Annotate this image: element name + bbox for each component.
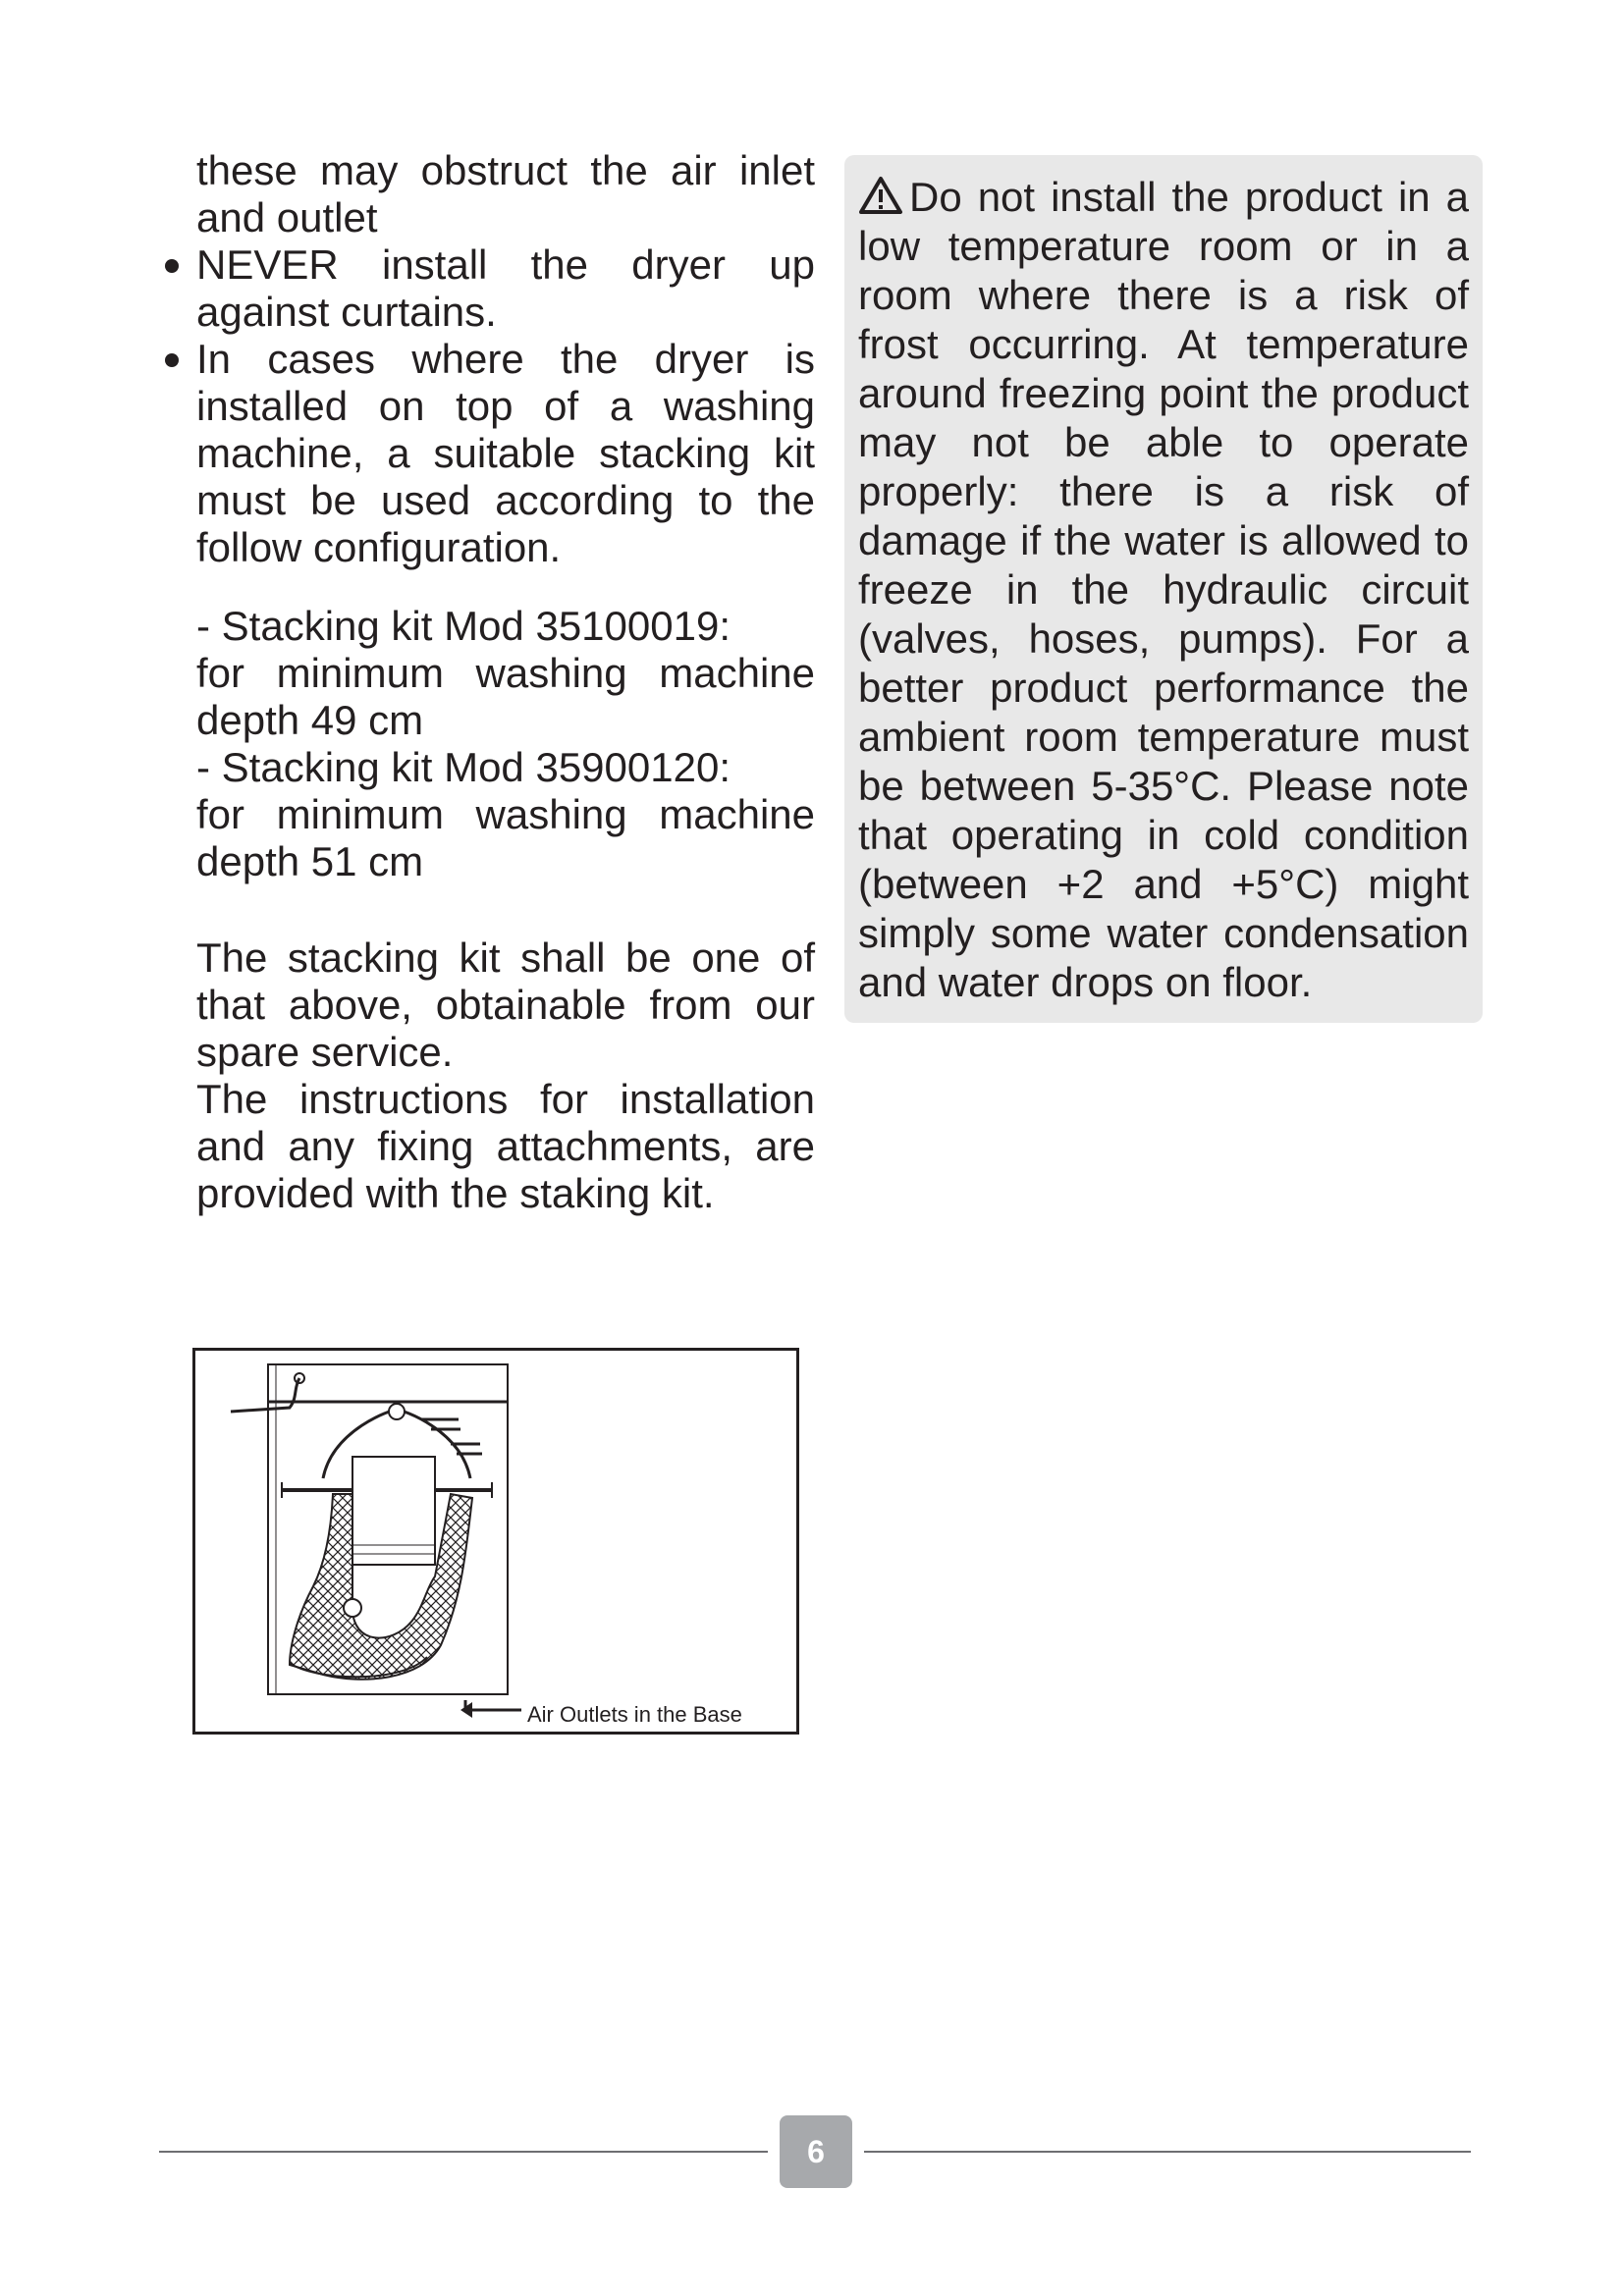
kit-1-model: - Stacking kit Mod 35100019:: [196, 603, 731, 649]
kit-1-requirement: for minimum washing machine depth 49 cm: [196, 650, 815, 743]
footer-rule-right: [864, 2151, 1471, 2153]
figure-caption: Air Outlets in the Base: [527, 1702, 742, 1727]
left-column: [196, 147, 815, 1217]
dryer-cross-section-diagram: [195, 1351, 796, 1732]
stacking-note: The stacking kit shall be one of that above, obtainable from our spare service.: [196, 934, 815, 1075]
warning-paragraph: [858, 173, 1469, 1007]
intro-text: these may obstruct the air inlet and outlet: [196, 147, 815, 240]
warning-text: Do not install the product in a low temperature room or in a room where there is a risk of frost occurring. At temperature around freezing point the product may not be able to operate properly: there is a risk of damage if the water is allowed to freeze in the hydraulic circuit (valves, hoses, pumps). For a better product performance the ambient room temperature must be between 5-35°C. Please note that operating in cold condition (between +2 and +5°C) might simply some water condensation and water drops on floor.: [858, 174, 1469, 1005]
instructions-note: The instructions for installation and any fixing attachments, are provided with the staking kit.: [196, 1076, 815, 1216]
bullet-stacking-kit: In cases where the dryer is installed on top of a washing machine, a suitable stacking kit must be used according to the follow configuration.: [196, 336, 815, 570]
bullet-never-curtains: NEVER install the dryer up against curtains.: [196, 241, 815, 335]
warning-triangle-icon: [858, 176, 903, 215]
dryer-diagram-figure: [192, 1348, 799, 1735]
warning-box: [844, 155, 1483, 1023]
kit-2-requirement: for minimum washing machine depth 51 cm: [196, 791, 815, 884]
page-number: 6: [780, 2115, 852, 2188]
kit-2-model: - Stacking kit Mod 35900120:: [196, 744, 731, 790]
footer-rule-left: [159, 2151, 768, 2153]
